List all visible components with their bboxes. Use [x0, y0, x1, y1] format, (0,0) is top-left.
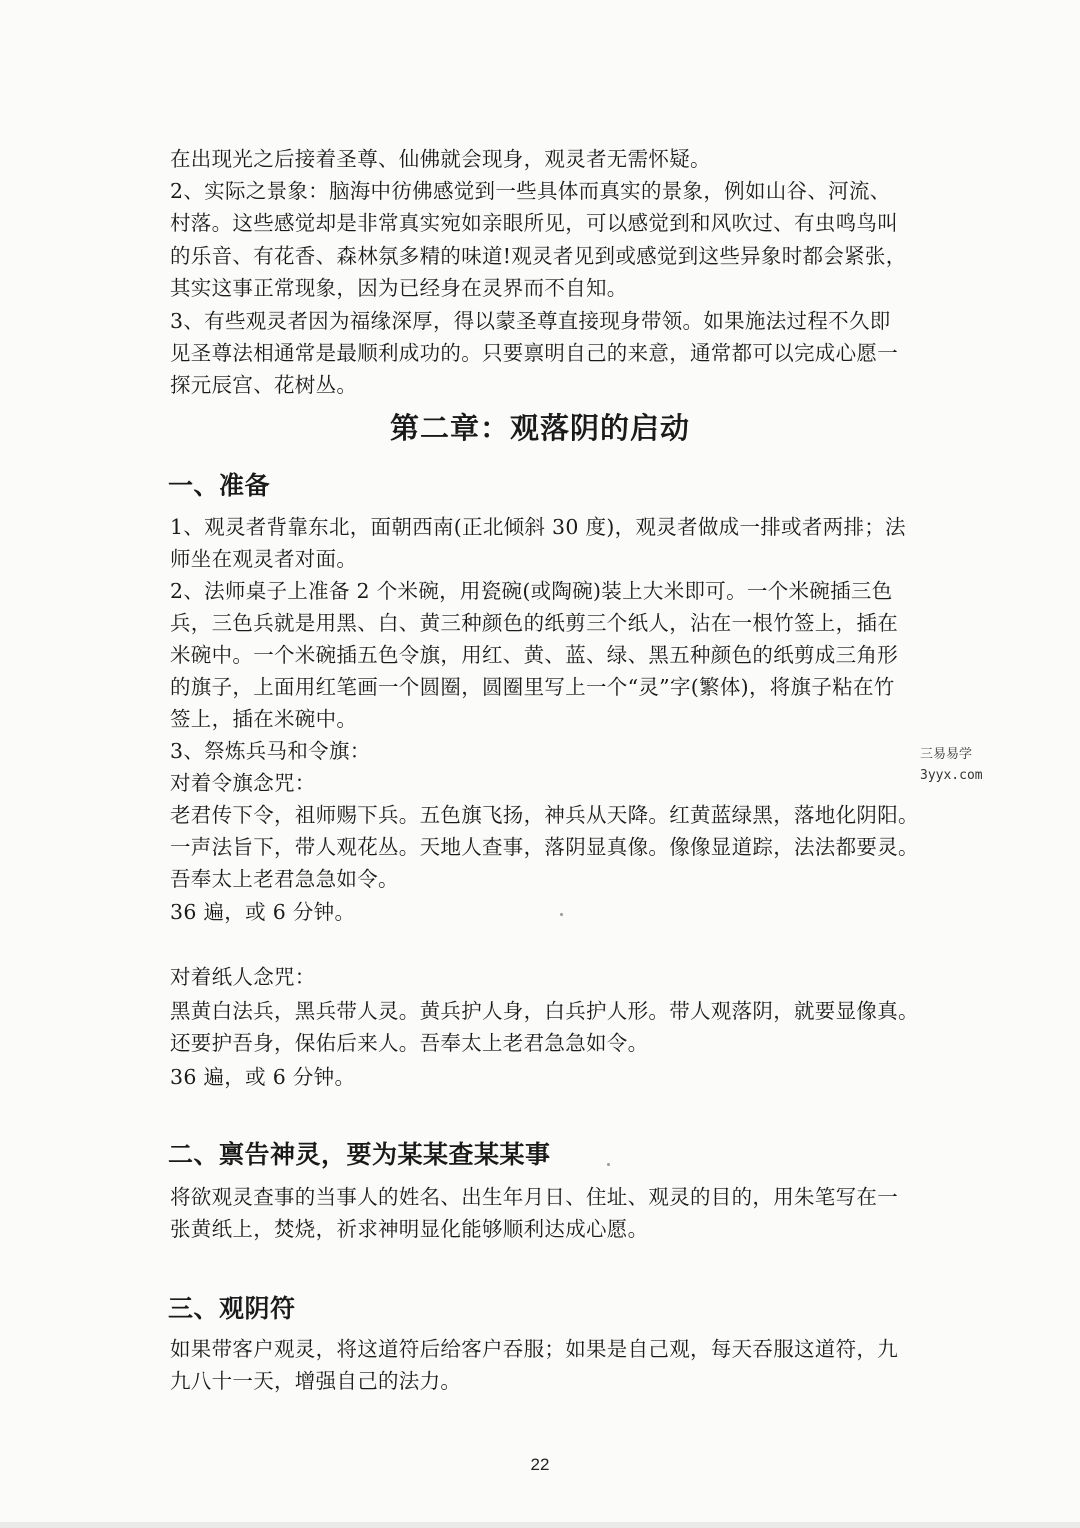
body-text-line: 吾奉太上老君急急如令。 [170, 867, 399, 891]
body-text-line: 3、有些观灵者因为福缘深厚，得以蒙圣尊直接现身带领。如果施法过程不久即 [170, 309, 891, 333]
body-text-line: 36 遍，或 6 分钟。 [170, 1065, 356, 1089]
scan-speck [560, 913, 563, 916]
section-heading: 三、观阴符 [168, 1294, 296, 1323]
body-text-line: 对着纸人念咒： [170, 965, 316, 989]
body-text-line: 米碗中。一个米碗插五色令旗，用红、黄、蓝、绿、黑五种颜色的纸剪成三角形 [170, 643, 898, 667]
body-text-line: 张黄纸上，焚烧，祈求神明显化能够顺利达成心愿。 [170, 1217, 649, 1241]
body-text-line: 九八十一天，增强自己的法力。 [170, 1369, 462, 1393]
body-text-line: 1、观灵者背靠东北，面朝西南(正北倾斜 30 度)，观灵者做成一排或者两排；法 [170, 515, 906, 539]
body-text-line: 签上，插在米碗中。 [170, 707, 358, 731]
body-text-line: 黑黄白法兵，黑兵带人灵。黄兵护人身，白兵护人形。带人观落阴，就要显像真。 [170, 999, 919, 1023]
section-heading: 一、准备 [168, 471, 271, 500]
body-text-line: 探元辰宫、花树丛。 [170, 373, 358, 397]
watermark-line: 三易易学 [920, 747, 973, 762]
body-text-line: 一声法旨下，带人观花丛。天地人查事，落阴显真像。像像显道踪，法法都要灵。 [170, 835, 919, 859]
body-text-line: 3、祭炼兵马和令旗： [170, 739, 371, 763]
body-text-line: 的乐音、有花香、森林氛多精的味道!观灵者见到或感觉到这些异象时都会紧张， [170, 244, 907, 268]
scan-edge [0, 1522, 1080, 1528]
body-text-line: 师坐在观灵者对面。 [170, 547, 358, 571]
body-text-line: 2、法师桌子上准备 2 个米碗，用瓷碗(或陶碗)装上大米即可。一个米碗插三色 [170, 579, 893, 603]
watermark-url: 3yyx.com [920, 768, 983, 783]
scan-speck [607, 1163, 610, 1166]
body-text-line: 其实这事正常现象，因为已经身在灵界而不自知。 [170, 276, 628, 300]
body-text-line: 2、实际之景象：脑海中彷佛感觉到一些具体而真实的景象，例如山谷、河流、 [170, 179, 891, 203]
body-text-line: 对着令旗念咒： [170, 771, 316, 795]
body-text-line: 老君传下令，祖师赐下兵。五色旗飞扬，神兵从天降。红黄蓝绿黑，落地化阴阳。 [170, 803, 919, 827]
body-text-line: 见圣尊法相通常是最顺利成功的。只要禀明自己的来意，通常都可以完成心愿一 [170, 341, 898, 365]
body-text-line: 将欲观灵查事的当事人的姓名、出生年月日、住址、观灵的目的，用朱笔写在一 [170, 1185, 898, 1209]
body-text-line: 在出现光之后接着圣尊、仙佛就会现身，观灵者无需怀疑。 [170, 147, 711, 171]
body-text-line: 的旗子，上面用红笔画一个圆圈，圆圈里写上一个“灵”字(繁体)，将旗子粘在竹 [170, 675, 895, 699]
chapter-title: 第二章：观落阴的启动 [389, 411, 690, 445]
section-heading: 二、禀告神灵，要为某某查某某事 [168, 1140, 551, 1169]
page-number: 22 [530, 1455, 550, 1474]
body-text-line: 36 遍，或 6 分钟。 [170, 900, 356, 924]
body-text-line: 兵，三色兵就是用黑、白、黄三种颜色的纸剪三个纸人，沾在一根竹签上，插在 [170, 611, 898, 635]
body-text-line: 村落。这些感觉却是非常真实宛如亲眼所见，可以感觉到和风吹过、有虫鸣鸟叫 [170, 211, 898, 235]
body-text-line: 还要护吾身，保佑后来人。吾奉太上老君急急如令。 [170, 1031, 649, 1055]
body-text-line: 如果带客户观灵，将这道符后给客户吞服；如果是自己观，每天吞服这道符，九 [170, 1337, 898, 1361]
